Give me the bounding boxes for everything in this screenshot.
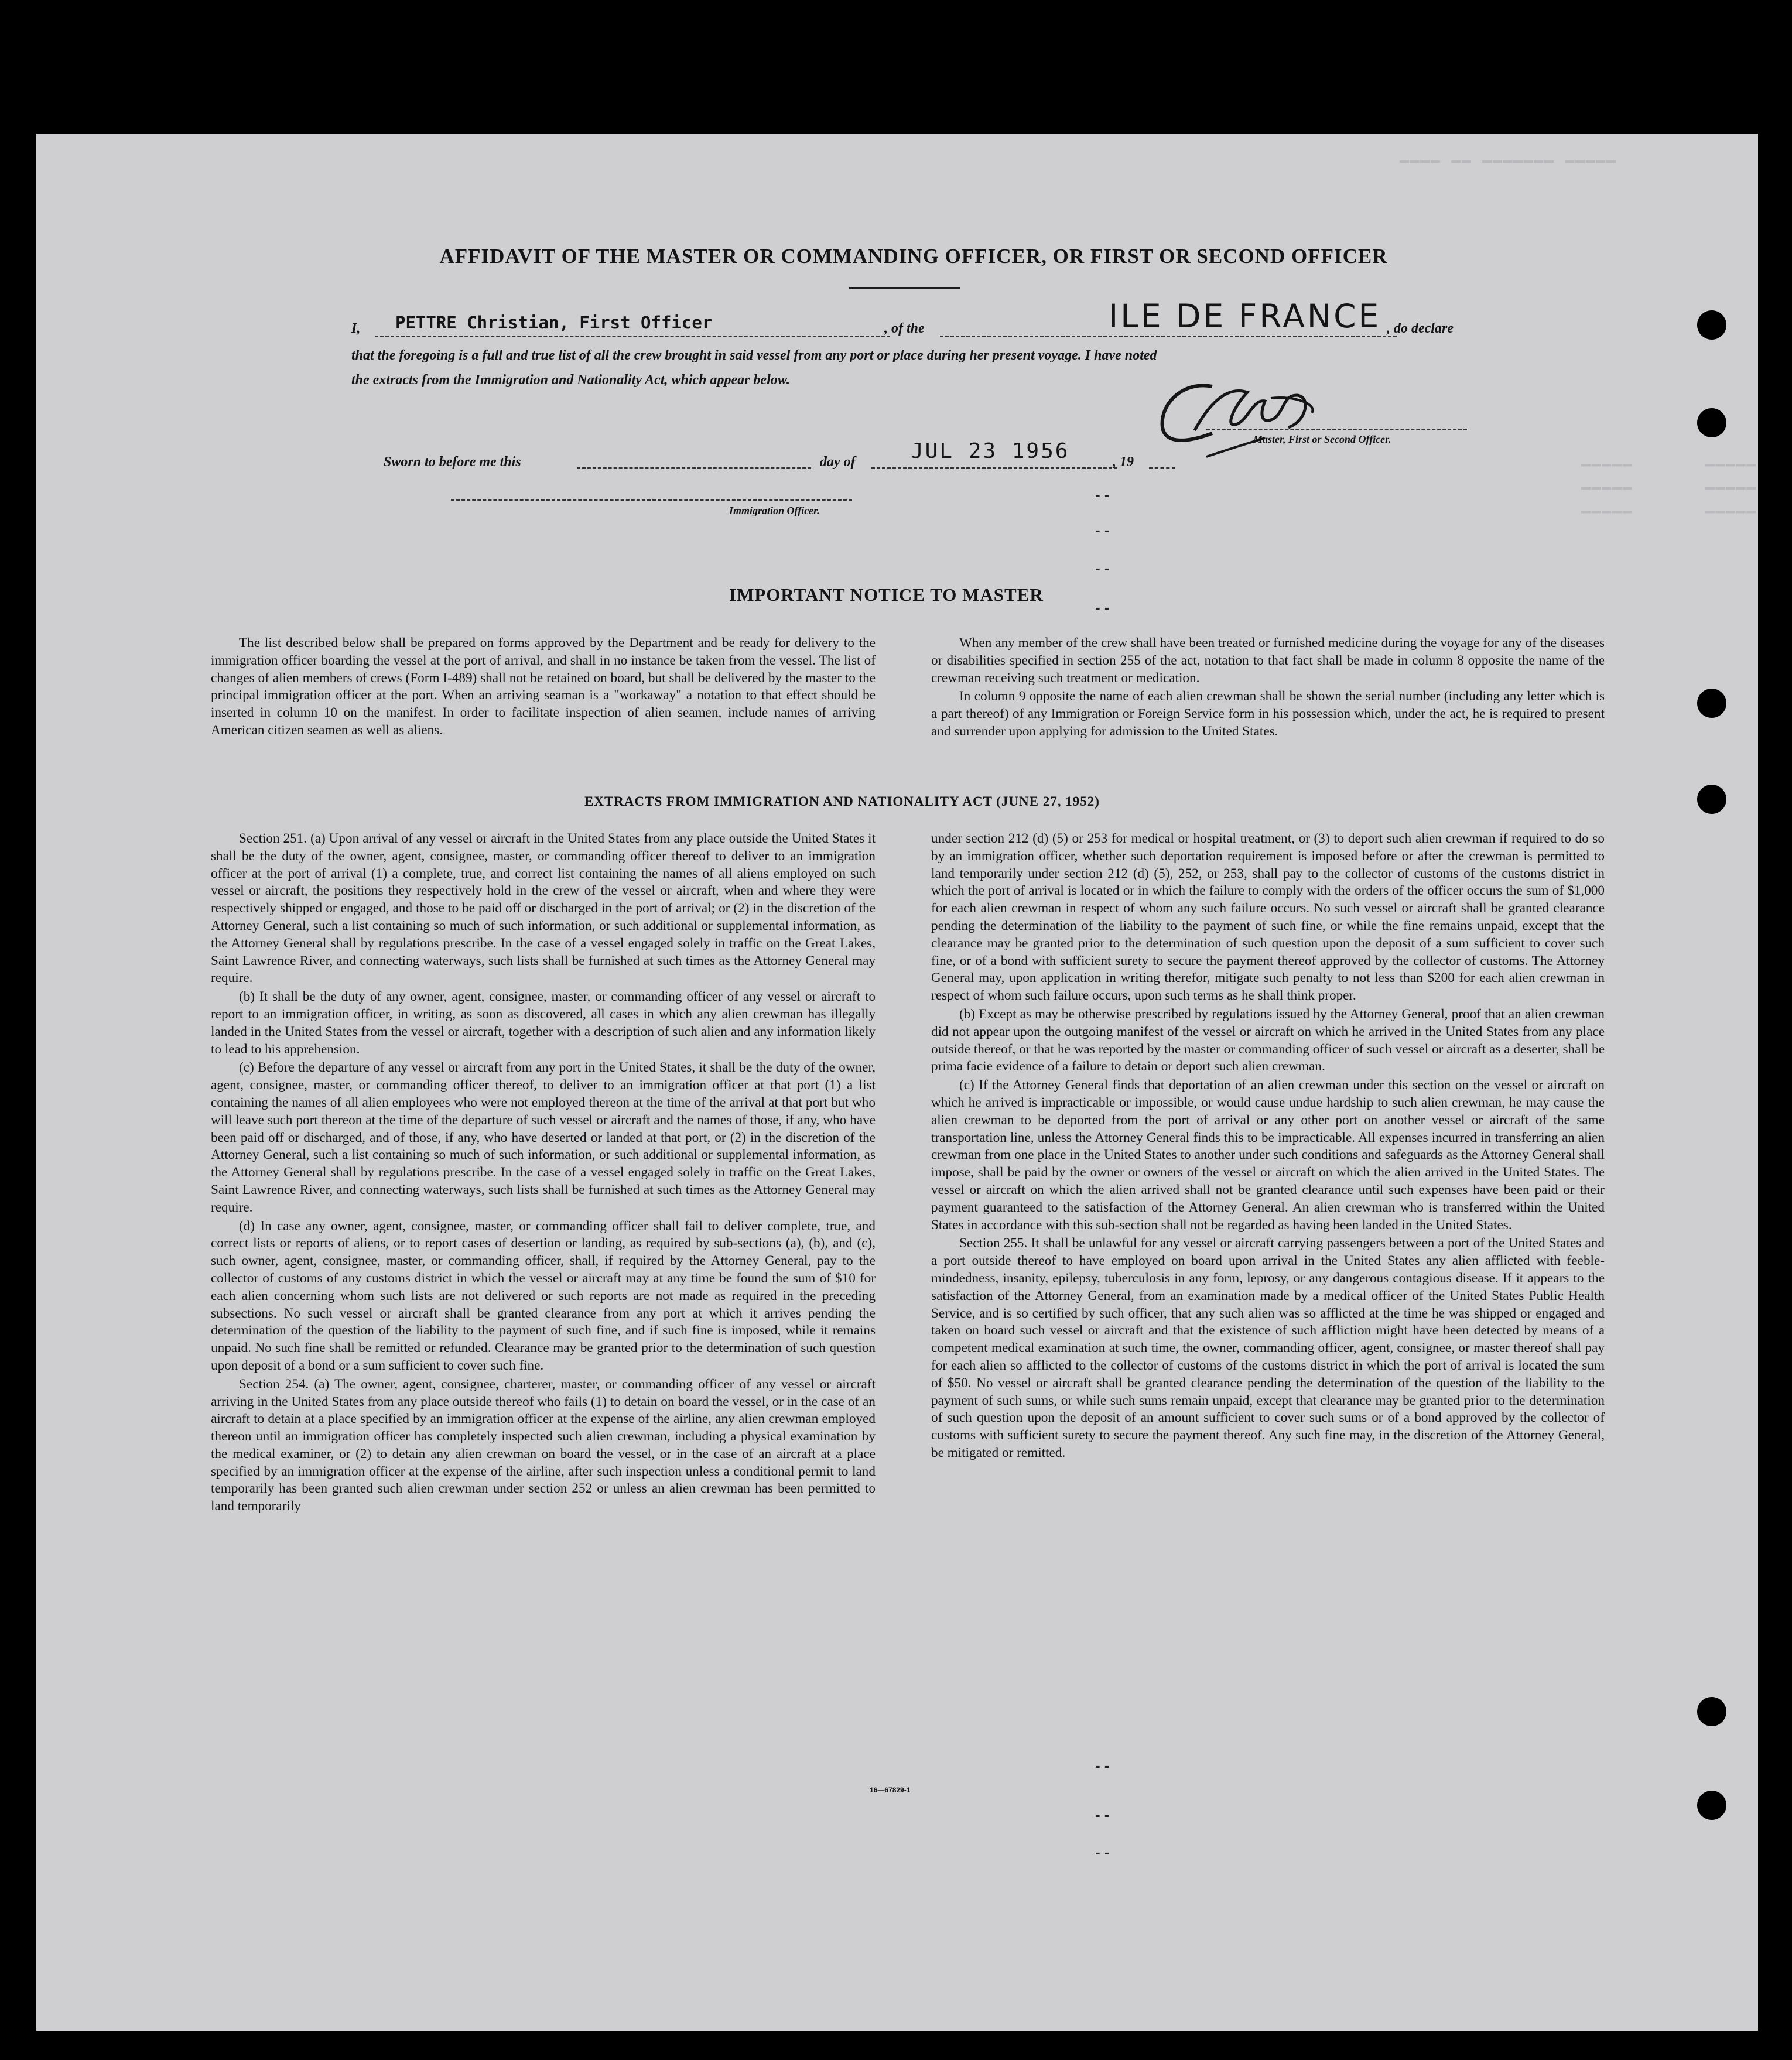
declaration-line-3: the extracts from the Immigration and Nationality Act, which appear below. [351, 372, 790, 388]
binder-hole [1697, 408, 1726, 437]
notice-left-column [211, 635, 876, 741]
extracts-right-column [931, 830, 1605, 1463]
section-251-c: (c) Before the departure of any vessel or aircraft from any port in the United States, it shall be the duty of the owner, agent, consignee, master, or commanding officer thereof, to deliver to an immigration officer at that port (1) a list containing the names of all alien employees who were not employed thereon at the time of the arrival at that port but who will leave such port thereon at the time of the departure of such vessel or aircraft and the names of those, if any, who have been paid off or discharged, and of those, if any, who have deserted or landed at that port, or (2) in the discretion of the Attorney General, such a list containing so much of such information, or such additional or supplemental information, as the Attorney General shall by regulations prescribe. In the case of a vessel engaged solely in traffic on the Great Lakes, Saint Lawrence River, and connecting waterways, such lists shall be furnished at such times as the Attorney General may require. [211, 1060, 876, 1215]
binder-hole [1697, 785, 1726, 814]
stray-mark: - - [1095, 1757, 1110, 1774]
declaration-line-2: that the foregoing is a full and true list of all the crew brought in said vessel from any port or place during her present voyage. I have noted [351, 348, 1157, 363]
section-254-b: (b) Except as may be otherwise prescribed by regulations issued by the Attorney General, proof that an alien crewman did not appear upon the outgoing manifest of the vessel or aircraft on which he arrived in the United States from any place outside thereof, or that he was reported by the master or commanding officer of such vessel or aircraft as a deserter, shall be prima facie evidence of a failure to detain or deport such alien crewman. [931, 1006, 1605, 1075]
binder-hole [1697, 310, 1726, 340]
title-underline [849, 287, 960, 289]
officer-signature [1148, 363, 1341, 468]
binder-hole [1697, 1697, 1726, 1726]
extracts-left-column [211, 830, 876, 1517]
affidavit-title: AFFIDAVIT OF THE MASTER OR COMMANDING OFFICER, OR FIRST OR SECOND OFFICER [439, 245, 1388, 268]
bleed-through-text: ━━━━ ━━ ━━━━━━━ ━━━━━ [1400, 153, 1617, 171]
signature-line [1206, 429, 1467, 430]
officer-name-blank [375, 336, 890, 337]
day-of-label: day of [820, 454, 856, 470]
extracts-heading: EXTRACTS FROM IMMIGRATION AND NATIONALITY ACT (JUNE 27, 1952) [584, 794, 1100, 809]
notice-right-column [931, 635, 1605, 742]
stray-mark: - - [1095, 1806, 1110, 1823]
section-254-a: Section 254. (a) The owner, agent, consignee, charterer, master, or commanding officer of any vessel or aircraft arriving in the United States from any place outside thereof who fails (1) to detain on board the vessel, or in the case of an aircraft to detain at a place specified by an immigration officer at the expense of the airline, any alien crewman employed thereon until an immigration officer has completely inspected such alien crewman, including a physical examination by the medical examiner, or (2) to detain any alien crewman on board the vessel, or in the case of an aircraft at a place specified by an immigration officer at the expense of the airline, after such inspection unless a conditional permit to land temporarily has been granted such alien crewman under section 252 or unless an alien crewman has been permitted to land temporarily [211, 1376, 876, 1514]
nineteen-label: , 19 [1113, 454, 1134, 470]
signature-caption: Master, First or Second Officer. [1253, 433, 1391, 445]
bleed-through-text: ━━━━━ ━━━━━ [1581, 504, 1757, 521]
officer-name: PETTRE Christian, First Officer [395, 313, 713, 333]
date-stamp: JUL 23 1956 [911, 439, 1070, 463]
notice-right-paragraph-2: In column 9 opposite the name of each alien crewman shall be shown the serial number (including any letter which is a part thereof) of any Immigration or Foreign Service form in his possession which, under the act, he is required to present and surrender upon applying for admission to the United States. [931, 689, 1605, 739]
of-the-label: , of the [884, 321, 925, 336]
notice-left-paragraph: The list described below shall be prepared on forms approved by the Department and be ready for delivery to the immigration officer boarding the vessel at the port of arrival, and shall in no instance be taken from the vessel. The list of changes of alien members of crews (Form I-489) shall not be retained on board, but shall be delivered by the master to the principal immigration officer at the port. When an arriving seaman is a "workaway" a notation to that effect should be inserted in column 10 on the manifest. In order to facilitate inspection of alien seamen, include names of arriving American citizen seamen as well as aliens. [211, 635, 876, 738]
section-251-b: (b) It shall be the duty of any owner, agent, consignee, master, or commanding officer of any vessel or aircraft to report to an immigration officer, in writing, as soon as discovered, all cases in which any alien crewman has illegally landed in the United States from the vessel or aircraft, together with a description of such alien and any information likely to lead to his apprehension. [211, 989, 876, 1057]
stray-mark: - - [1095, 1843, 1110, 1861]
section-254-c: (c) If the Attorney General finds that deportation of an alien crewman under this section on the vessel or aircraft on which he arrived is impracticable or impossible, or would cause undue hardship to such alien crewman, he may cause the alien crewman to be deported from the port of arrival or any other port on another vessel or aircraft of the same transportation line, unless the Attorney General finds this to be impracticable. All expenses incurred in transferring an alien crewman from one place in the United States to another under such conditions and safeguards as the Attorney General shall impose, shall be paid by the owner or owners of the vessel or aircraft on which the alien arrived in the United States. The vessel or aircraft on which the alien arrived shall not be granted clearance until such expenses have been paid or their payment guaranteed to the satisfaction of the Attorney General. An alien crewman who is transferred within the United States in accordance with this sub-section shall not be regarded as having been landed in the United States. [931, 1077, 1605, 1233]
notice-right-paragraph-1: When any member of the crew shall have been treated or furnished medicine during the voyage for any of the diseases or disabilities specified in section 255 of the act, notation to that fact shall be made in column 8 opposite the name of the crewman receiving such treatment or medication. [931, 635, 1605, 686]
immigration-officer-line [451, 499, 852, 501]
stray-mark: - - [1095, 521, 1110, 539]
i-label: I, [351, 321, 361, 336]
section-251-d: (d) In case any owner, agent, consignee, master, or commanding officer shall fail to deliver complete, true, and correct lists or reports of aliens, or to report cases of desertion or landing, as required by sub-sections (a), (b), and (c), such owner, agent, consignee, master, or commanding officer, shall, if required by the Attorney General, pay to the collector of customs of any customs district in which the vessel or aircraft may at any time be found the sum of $10 for each alien concerning whom such lists are not delivered or such reports are not made as required in the preceding subsections. No such vessel or aircraft shall be granted clearance from any port at which it arrives pending the determination of the question of the liability to the payment of such fine, and if such fine is imposed, while it remains unpaid. No such fine shall be remitted or refunded. Clearance may be granted prior to the determination of such question upon deposit of a bond or a sum sufficient to cover such fine. [211, 1218, 876, 1373]
sworn-year-blank [1149, 467, 1175, 469]
stray-mark: - - [1095, 486, 1110, 504]
binder-hole [1697, 1791, 1726, 1820]
stray-mark: - - [1095, 559, 1110, 577]
do-declare-label: , do declare [1387, 321, 1454, 336]
binder-hole [1697, 689, 1726, 718]
bleed-through-text: ━━━━━ ━━━━━ [1581, 457, 1757, 474]
notice-heading: IMPORTANT NOTICE TO MASTER [729, 584, 1044, 605]
form-number: 16—67829-1 [870, 1786, 911, 1794]
section-251-a: Section 251. (a) Upon arrival of any vessel or aircraft in the United States from any place outside the United States it shall be the duty of the owner, agent, consignee, master, or commanding officer thereof to deliver to an immigration officer at the port of arrival (1) a complete, true, and correct list containing the names of all aliens employed on such vessel or aircraft, the positions they respectively hold in the crew of the vessel or aircraft, when and where they were respectively shipped or engaged, and those to be paid off or discharged in the port of arrival; or (2) in the discretion of the Attorney General, such a list containing so much of such information, or such additional or supplemental information, as the Attorney General shall by regulations prescribe. In the case of a vessel engaged solely in traffic on the Great Lakes, Saint Lawrence River, and connecting waterways, such lists shall be furnished at such times as the Attorney General may require. [211, 831, 876, 986]
section-254-a-continued: under section 212 (d) (5) or 253 for medical or hospital treatment, or (3) to deport such alien crewman if required to do so by an immigration officer, whether such deportation requirement is imposed before or after the crewman is permitted to land temporarily under section 212 (d) (5), 252, or 253, shall pay to the collector of customs of the customs district in which the port of arrival is located or in which the failure to comply with the orders of the officer occurs the sum of $1,000 for each alien crewman in respect of whom any such failure occurs. No such vessel or aircraft shall be granted clearance pending the determination of the liability to the payment of such fine, or while the fine remains unpaid, except that the clearance may be granted prior to the determination of such question upon the deposit of a sum sufficient to cover such fine, or of a bond with sufficient surety to secure the payment thereof approved by the collector of customs. The Attorney General may, upon application in writing therefor, mitigate such penalty to not less than $200 for each alien crewman in respect of whom such failure occurs, upon such terms as he shall think proper. [931, 831, 1605, 1004]
sworn-day-blank [577, 467, 811, 469]
vessel-name-blank [940, 336, 1397, 337]
vessel-name: ILE DE FRANCE [1109, 297, 1381, 335]
stray-mark: - - [1095, 598, 1110, 616]
sworn-month-blank [871, 467, 1117, 469]
section-255: Section 255. It shall be unlawful for any vessel or aircraft carrying passengers between a port of the United States and a port outside thereof to have employed on board upon arrival in the United States any alien afflicted with feeble-mindedness, insanity, epilepsy, tuberculosis in any form, leprosy, or any dangerous contagious disease. If it appears to the satisfaction of the Attorney General, from an examination made by a medical officer of the United States Public Health Service, and is so certified by such officer, that any such alien was so afflicted at the time he was shipped or engaged and taken on board such vessel or aircraft and that the existence of such affliction might have been detected by means of a competent medical examination at such time, the owner, commanding officer, agent, consignee, or master thereof shall pay for each alien so afflicted to the collector of customs of the customs district in which the port of arrival is located the sum of $50. No vessel or aircraft shall be granted clearance pending the determination of the question of the liability to the payment of such sums, or while such sums remain unpaid, except that clearance may be granted prior to the determination of such question upon the deposit of an amount sufficient to cover such sums or of a bond approved by the collector of customs with sufficient surety to secure the payment thereof. Any such fine may, in the discretion of the Attorney General, be mitigated or remitted. [931, 1236, 1605, 1460]
bleed-through-text: ━━━━━ ━━━━━ [1581, 480, 1757, 498]
immigration-officer-caption: Immigration Officer. [729, 505, 820, 516]
sworn-label: Sworn to before me this [384, 454, 521, 470]
